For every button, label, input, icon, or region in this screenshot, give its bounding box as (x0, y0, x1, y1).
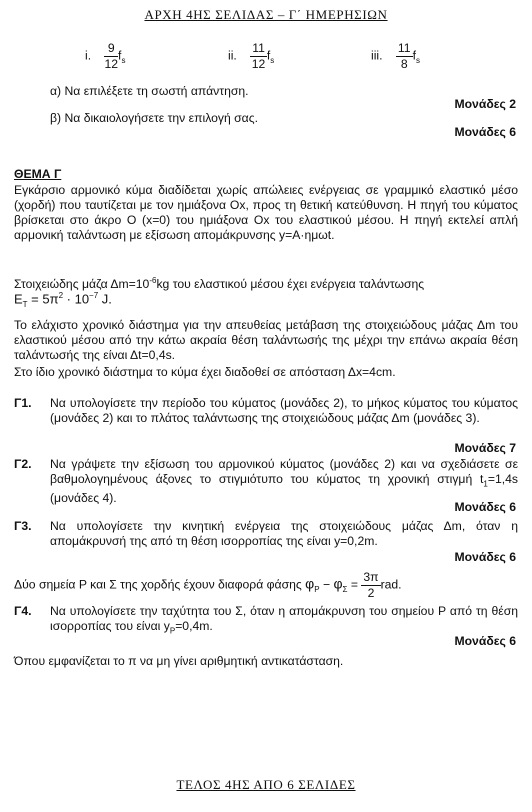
fraction: $\frac{9}{12}$ (104, 41, 119, 71)
phase-line: Δύο σημεία Ρ και Σ της χορδής έχουν διαφορά φάσης $\varphi_P - \varphi_\Sigma$ = $\frac{3\pi}{2}$ rad. (14, 570, 402, 600)
question-a: α) Να επιλέξετε τη σωστή απάντηση. (50, 84, 249, 98)
fraction: $\frac{11}{12}$ (251, 41, 266, 71)
page-footer: ΤΕΛΟΣ 4ΗΣ ΑΠΟ 6 ΣΕΛΙΔΕΣ (176, 777, 356, 792)
g1-label: Γ1. (14, 396, 32, 410)
page-header: ΑΡΧΗ 4ΗΣ ΣΕΛΙΔΑΣ – Γ΄ ΗΜΕΡΗΣΙΩΝ (144, 7, 388, 22)
g4-label: Γ4. (14, 604, 32, 618)
energy-formula: $E_T = 5\pi^2 \cdot 10^{-7}$ J. (14, 291, 112, 309)
fraction: $\frac{11}{8}$ (397, 41, 411, 71)
g1-points: Μονάδες 7 (454, 441, 516, 455)
phase-fraction: $\frac{3\pi}{2}$ (363, 570, 379, 600)
option-ii: ii. $\frac{11}{12}$ $f_s$ (228, 41, 275, 71)
g4-points: Μονάδες 6 (454, 634, 516, 648)
option-iii: iii. $\frac{11}{8}$ $f_s$ (371, 41, 420, 71)
g2-points: Μονάδες 6 (454, 500, 516, 514)
g2-label: Γ2. (14, 457, 32, 471)
g3-label: Γ3. (14, 519, 32, 533)
points-b: Μονάδες 6 (454, 125, 516, 139)
time-paragraph: Το ελάχιστο χρονικό διάστημα για την απευθείας μετάβαση της στοιχειώδους μάζας Δm του ελαστικού μέσου από την κάτω ακραία θέση ταλάντωσής της μέχρι την επάνω ακραία θέση ταλάντωσής της είναι Δt=0,4s. (14, 318, 518, 362)
question-b: β) Να δικαιολογήσετε την επιλογή σας. (50, 111, 258, 125)
distance-line: Στο ίδιο χρονικό διάστημα το κύμα έχει διαδοθεί σε απόσταση Δx=4cm. (14, 365, 396, 379)
option-i: i. $\frac{9}{12}$ $f_s$ (85, 41, 126, 71)
points-a: Μονάδες 2 (454, 97, 516, 111)
note-line: Όπου εμφανίζεται το π να μη γίνει αριθμητική αντικατάσταση. (14, 654, 344, 668)
g2-text: Να γράψετε την εξίσωση του αρμονικού κύματος (μονάδες 2) και να σχεδιάσετε σε βαθμολογημένους άξονες το στιγμιότυπο του κύματος τη χρονική στιγμή $t_1=1,4s$ (μονάδες 4). (50, 457, 518, 506)
mass-line: Στοιχειώδης μάζα $\Delta m=10^{-6}kg$ του ελαστικού μέσου έχει ενέργεια ταλάντωσης (14, 276, 425, 292)
theme-title: ΘΕΜΑ Γ (14, 167, 62, 181)
g3-points: Μονάδες 6 (454, 550, 516, 564)
g1-text: Να υπολογίσετε την περίοδο του κύματος (μονάδες 2), το μήκος κύματος του κύματος (μονάδες 2) και το πλάτος ταλάντωσης της στοιχειώδους μάζας Δm (μονάδες 3). (50, 396, 518, 425)
g4-text: Να υπολογίσετε την ταχύτητα του Σ, όταν η απομάκρυνση του σημείου Ρ από τη θέση ισορροπίας του είναι $y_P=0,4m$. (50, 604, 518, 636)
g3-text: Να υπολογίσετε την κινητική ενέργεια της στοιχειώδους μάζας Δm, όταν η απομάκρυνσή της από τη θέση ισορροπίας της είναι y=0,2m. (50, 519, 518, 548)
intro-paragraph: Εγκάρσιο αρμονικό κύμα διαδίδεται χωρίς απώλειες ενέργειας σε γραμμικό ελαστικό μέσο (χορδή) που ταυτίζεται με τον ημιάξονα Οx, προς τη θετική κατεύθυνση. Η πηγή του κύματος βρίσκεται στο άκρο Ο (x=0) του ημιάξονα Οx του ελαστικού μέσου. Η πηγή εκτελεί απλή αρμονική ταλάντωση με εξίσωση απομάκρυνσης y=A·ημωt. (14, 183, 518, 242)
